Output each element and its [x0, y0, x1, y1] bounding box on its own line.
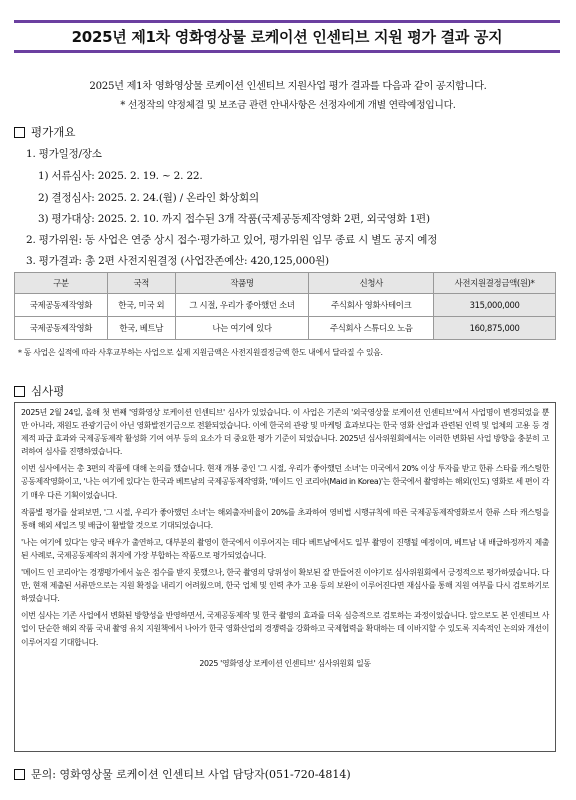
- col-header-country: 국적: [107, 273, 175, 294]
- schedule-final-review: 2) 결정심사: 2025. 2. 24.(월) / 온라인 화상회의: [38, 192, 259, 204]
- col-header-amount: 사전지원결정금액(원)*: [434, 273, 556, 294]
- review-box: [14, 402, 556, 752]
- schedule-item: 1. 평가일정/장소: [26, 148, 102, 160]
- col-header-applicant: 신청사: [309, 273, 434, 294]
- page-title: 2025년 제1차 영화영상물 로케이션 인센티브 지원 평가 결과 공지: [14, 20, 560, 53]
- table-row: [15, 317, 556, 340]
- cell-category: 국제공동제작영화: [15, 317, 108, 340]
- schedule-target: 3) 평가대상: 2025. 2. 10. 까지 접수된 3개 작품(국제공동제작영화 2편, 외국영화 1편): [38, 213, 430, 225]
- cell-title: 나는 여기에 있다: [175, 317, 309, 340]
- review-paragraph: '나는 여기에 있다'는 양국 배우가 출연하고, 대부분의 촬영이 한국에서 이루어지는 데다 베트남에서도 일부 촬영이 진행될 예정이며, 베트남 내 배급하정까지 제출된 사례로, 국제공동제작의 취지에 가장 부합하는 작품으로 평가되었습니다.: [21, 537, 549, 560]
- review-signature: 2025 '영화영상 로케이션 인센티브' 심사위원회 일동: [199, 658, 371, 668]
- contact-text: 문의: 영화영상물 로케이션 인센티브 사업 담당자(051-720-4814): [31, 768, 351, 781]
- square-bullet-icon: [14, 769, 25, 780]
- table-row: [15, 294, 556, 317]
- contact-line: [14, 766, 351, 782]
- review-paragraph: 이번 심사에서는 총 3편의 작품에 대해 논의를 했습니다. 현재 개봉 중인 '그 시절, 우리가 좋아했던 소녀'는 미국에서 20% 이상 투자를 받고 한류 스타를 캐스팅한 공동제작영화이고, '나는 여기에 있다'는 한국과 베트남의 국제공동제작영화, '메이드 인 코리아(Maid in Korea)'는 한국에서 촬영하는 해외(인도) 영화로 세 편이 각기 매우 다른 기획이었습니다.: [21, 464, 549, 500]
- results-table: [14, 272, 556, 340]
- cell-applicant: 주식회사 스튜디오 노음: [309, 317, 434, 340]
- cell-amount: 160,875,000: [434, 317, 556, 340]
- overview-heading: [14, 124, 75, 140]
- review-paragraph: 이번 심사는 기존 사업에서 변화된 방향성을 반영하면서, 국제공동제작 및 한국 촬영의 효과를 더욱 심층적으로 검토하는 과정이었습니다. 앞으로도 본 인센티브 사업이 단순한 해외 작품 국내 촬영 유치 지원책에서 나아가 한국 영화산업의 경쟁력을 강화하고 국제협력을 확대하는 데 이바지할 수 있도록 지속적인 논의와 개선이 이루어지길 기대합니다.: [21, 611, 549, 647]
- table-header-row: [15, 273, 556, 294]
- cell-country: 한국, 미국 외: [107, 294, 175, 317]
- schedule-document-review: 1) 서류심사: 2025. 2. 19. ~ 2. 22.: [38, 170, 203, 182]
- review-heading-label: 심사평: [31, 384, 65, 398]
- cell-amount: 315,000,000: [434, 294, 556, 317]
- intro-text: 2025년 제1차 영화영상물 로케이션 인센티브 지원사업 평가 결과를 다음과 같이 공지합니다.: [89, 81, 487, 92]
- square-bullet-icon: [14, 386, 25, 397]
- cell-category: 국제공동제작영화: [15, 294, 108, 317]
- result-item: 3. 평가결과: 총 2편 사전지원결정 (사업잔존예산: 420,125,000원): [26, 255, 329, 267]
- table-note: * 동 사업은 실적에 따라 사후교부하는 사업으로 실제 지원금액은 사전지원결정금액 한도 내에서 달라질 수 있음.: [18, 348, 383, 357]
- review-paragraph: 2025년 2월 24일, 올해 첫 번째 '영화영상 로케이션 인센티브' 심사가 있었습니다. 이 사업은 기존의 '외국영상물 로케이션 인센티브'에서 사업명이 변경되었을 뿐만 아니라, 재원도 관광기금이 아닌 영화발전기금으로 전환되었습니다. 이에 한국의 관광 및 마케팅 효과보다는 한국 영화 산업과 관련된 인력 및 업체의 고용 등 경제적 파급 효과와 국제공동제작 활성화 기여 여부 등의 요소가 더 중요한 평가 기준이 되었습니다. 2025년 심사위원회에서는 이러한 변화된 사업 방향을 충분히 고려하여 심사를 진행하였습니다.: [21, 408, 549, 457]
- square-bullet-icon: [14, 127, 25, 138]
- col-header-title: 작품명: [175, 273, 309, 294]
- review-heading: [14, 383, 64, 399]
- review-paragraph: 작품별 평가를 살펴보면, '그 시절, 우리가 좋아했던 소녀'는 해외출자비율이 20%를 초과하여 영비법 시행규칙에 따른 국제공동제작영화로서 한류 스타 캐스팅을 통해 해외 세일즈 및 배급이 활발할 것으로 기대되었습니다.: [21, 507, 549, 530]
- committee-item: 2. 평가위원: 동 사업은 연중 상시 접수·평가하고 있어, 평가위원 임무 종료 시 별도 공지 예정: [26, 234, 438, 246]
- review-paragraph: '메이드 인 코리아'는 경쟁평가에서 높은 점수를 받지 못했으나, 한국 촬영의 당위성이 확보된 잘 만들어진 이야기로 심사위원회에서 긍정적으로 평가하였습니다. 다만, 현재 제출된 서류만으로는 지원 확정을 내리기 어려웠으며, 한국 업체 및 인력 추가 고용 등의 보완이 이루어진다면 재심사를 통해 지원 여부를 다시 검토하기로 하였습니다.: [21, 568, 549, 604]
- cell-title: 그 시절, 우리가 좋아했던 소녀: [175, 294, 309, 317]
- col-header-category: 구분: [15, 273, 108, 294]
- cell-applicant: 주식회사 영화사테이크: [309, 294, 434, 317]
- overview-heading-label: 평가개요: [31, 125, 76, 139]
- cell-country: 한국, 베트남: [107, 317, 175, 340]
- intro-note: * 선정작의 약정체결 및 보조금 관련 안내사항은 선정자에게 개별 연락예정입니다.: [120, 100, 456, 111]
